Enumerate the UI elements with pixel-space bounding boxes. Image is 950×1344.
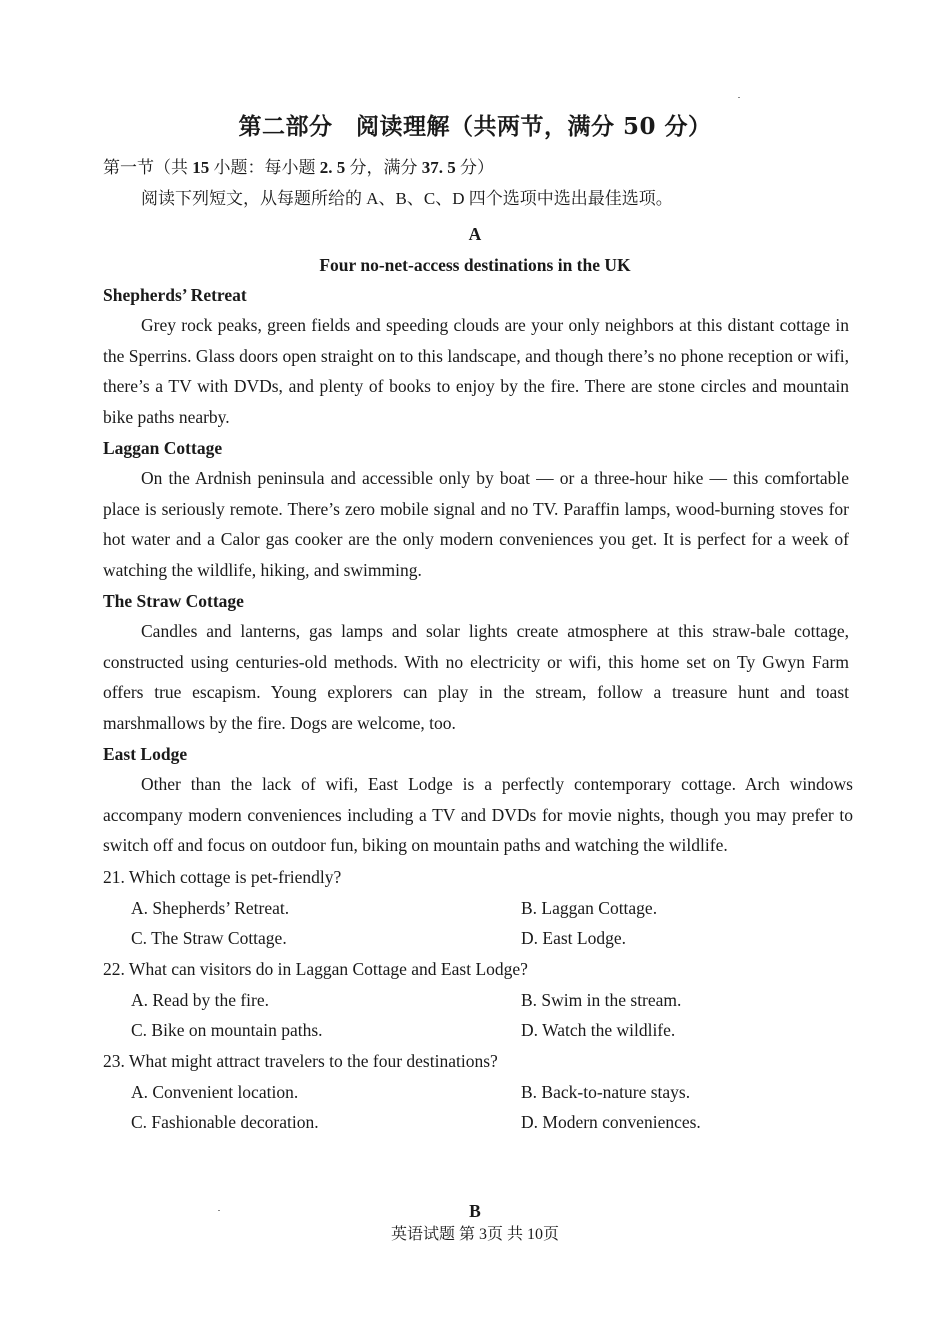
section-heading: 第一节（共 15 小题：每小题 2. 5 分，满分 37. 5 分）	[103, 158, 494, 177]
destination-heading: Laggan Cottage	[103, 438, 223, 458]
destination-heading: Shepherds’ Retreat	[103, 285, 247, 305]
answer-option: C. The Straw Cottage.	[131, 928, 287, 948]
answer-option: B. Laggan Cottage.	[521, 898, 658, 918]
answer-option: B. Back-to-nature stays.	[521, 1082, 691, 1102]
question-stem: 22. What can visitors do in Laggan Cottage and East Lodge?	[103, 959, 528, 979]
destination-heading: The Straw Cottage	[103, 591, 244, 611]
page-footer: 英语试题 第 3页 共 10页	[390, 1226, 559, 1243]
destination-description: Other than the lack of wifi, East Lodge is a perfectly contemporary cottage. Arch windows accompany modern conveniences including a TV and DVDs for movie nights, though you may prefer to switch off and focus on outdoor fun, biking on mountain paths and watching the wildlife.	[103, 774, 853, 856]
next-passage-letter: B	[469, 1201, 481, 1221]
answer-option: C. Bike on mountain paths.	[131, 1020, 323, 1040]
answer-option: A. Shepherds’ Retreat.	[131, 898, 290, 918]
question-stem: 21. Which cottage is pet-friendly?	[103, 867, 342, 887]
answer-option: D. Modern conveniences.	[521, 1112, 701, 1132]
answer-option: A. Convenient location.	[131, 1082, 299, 1102]
part-title: 第二部分 阅读理解（共两节，满分 50 分）	[238, 113, 712, 140]
scan-speck	[738, 97, 740, 98]
question-stem: 23. What might attract travelers to the four destinations?	[103, 1051, 498, 1071]
answer-option: D. Watch the wildlife.	[521, 1020, 676, 1040]
passage-title: Four no-net-access destinations in the UK	[319, 255, 631, 275]
answer-option: B. Swim in the stream.	[521, 990, 682, 1010]
answer-option: C. Fashionable decoration.	[131, 1112, 319, 1132]
answer-option: A. Read by the fire.	[131, 990, 270, 1010]
scan-speck	[218, 1210, 220, 1211]
destination-description: On the Ardnish peninsula and accessible only by boat — or a three-hour hike — this comfortable place is seriously remote. There’s zero mobile signal and no TV. Paraffin lamps, wood-burning stoves for hot water and a Calor gas cooker are the only modern conveniences you get. It is perfect for a week of watching the wildlife, hiking, and swimming.	[103, 468, 849, 580]
destination-heading: East Lodge	[103, 744, 188, 764]
passage-letter: A	[468, 224, 482, 244]
destination-description: Candles and lanterns, gas lamps and solar lights create atmosphere at this straw-bale cottage, constructed using centuries-old methods. With no electricity or wifi, this home set on Ty Gwyn Farm offers true escapism. Young explorers can play in the stream, follow a treasure hunt and toast marshmallows by the fire. Dogs are welcome, too.	[103, 621, 849, 733]
answer-option: D. East Lodge.	[521, 928, 626, 948]
destination-description: Grey rock peaks, green fields and speeding clouds are your only neighbors at this distant cottage in the Sperrins. Glass doors open straight on to this landscape, and though there’s no phone reception or wifi, there’s a TV with DVDs, and plenty of books to enjoy by the fire. There are stone circles and mountain bike paths nearby.	[103, 315, 849, 427]
instructions: 阅读下列短文，从每题所给的 A、B、C、D 四个选项中选出最佳选项。	[141, 189, 673, 208]
